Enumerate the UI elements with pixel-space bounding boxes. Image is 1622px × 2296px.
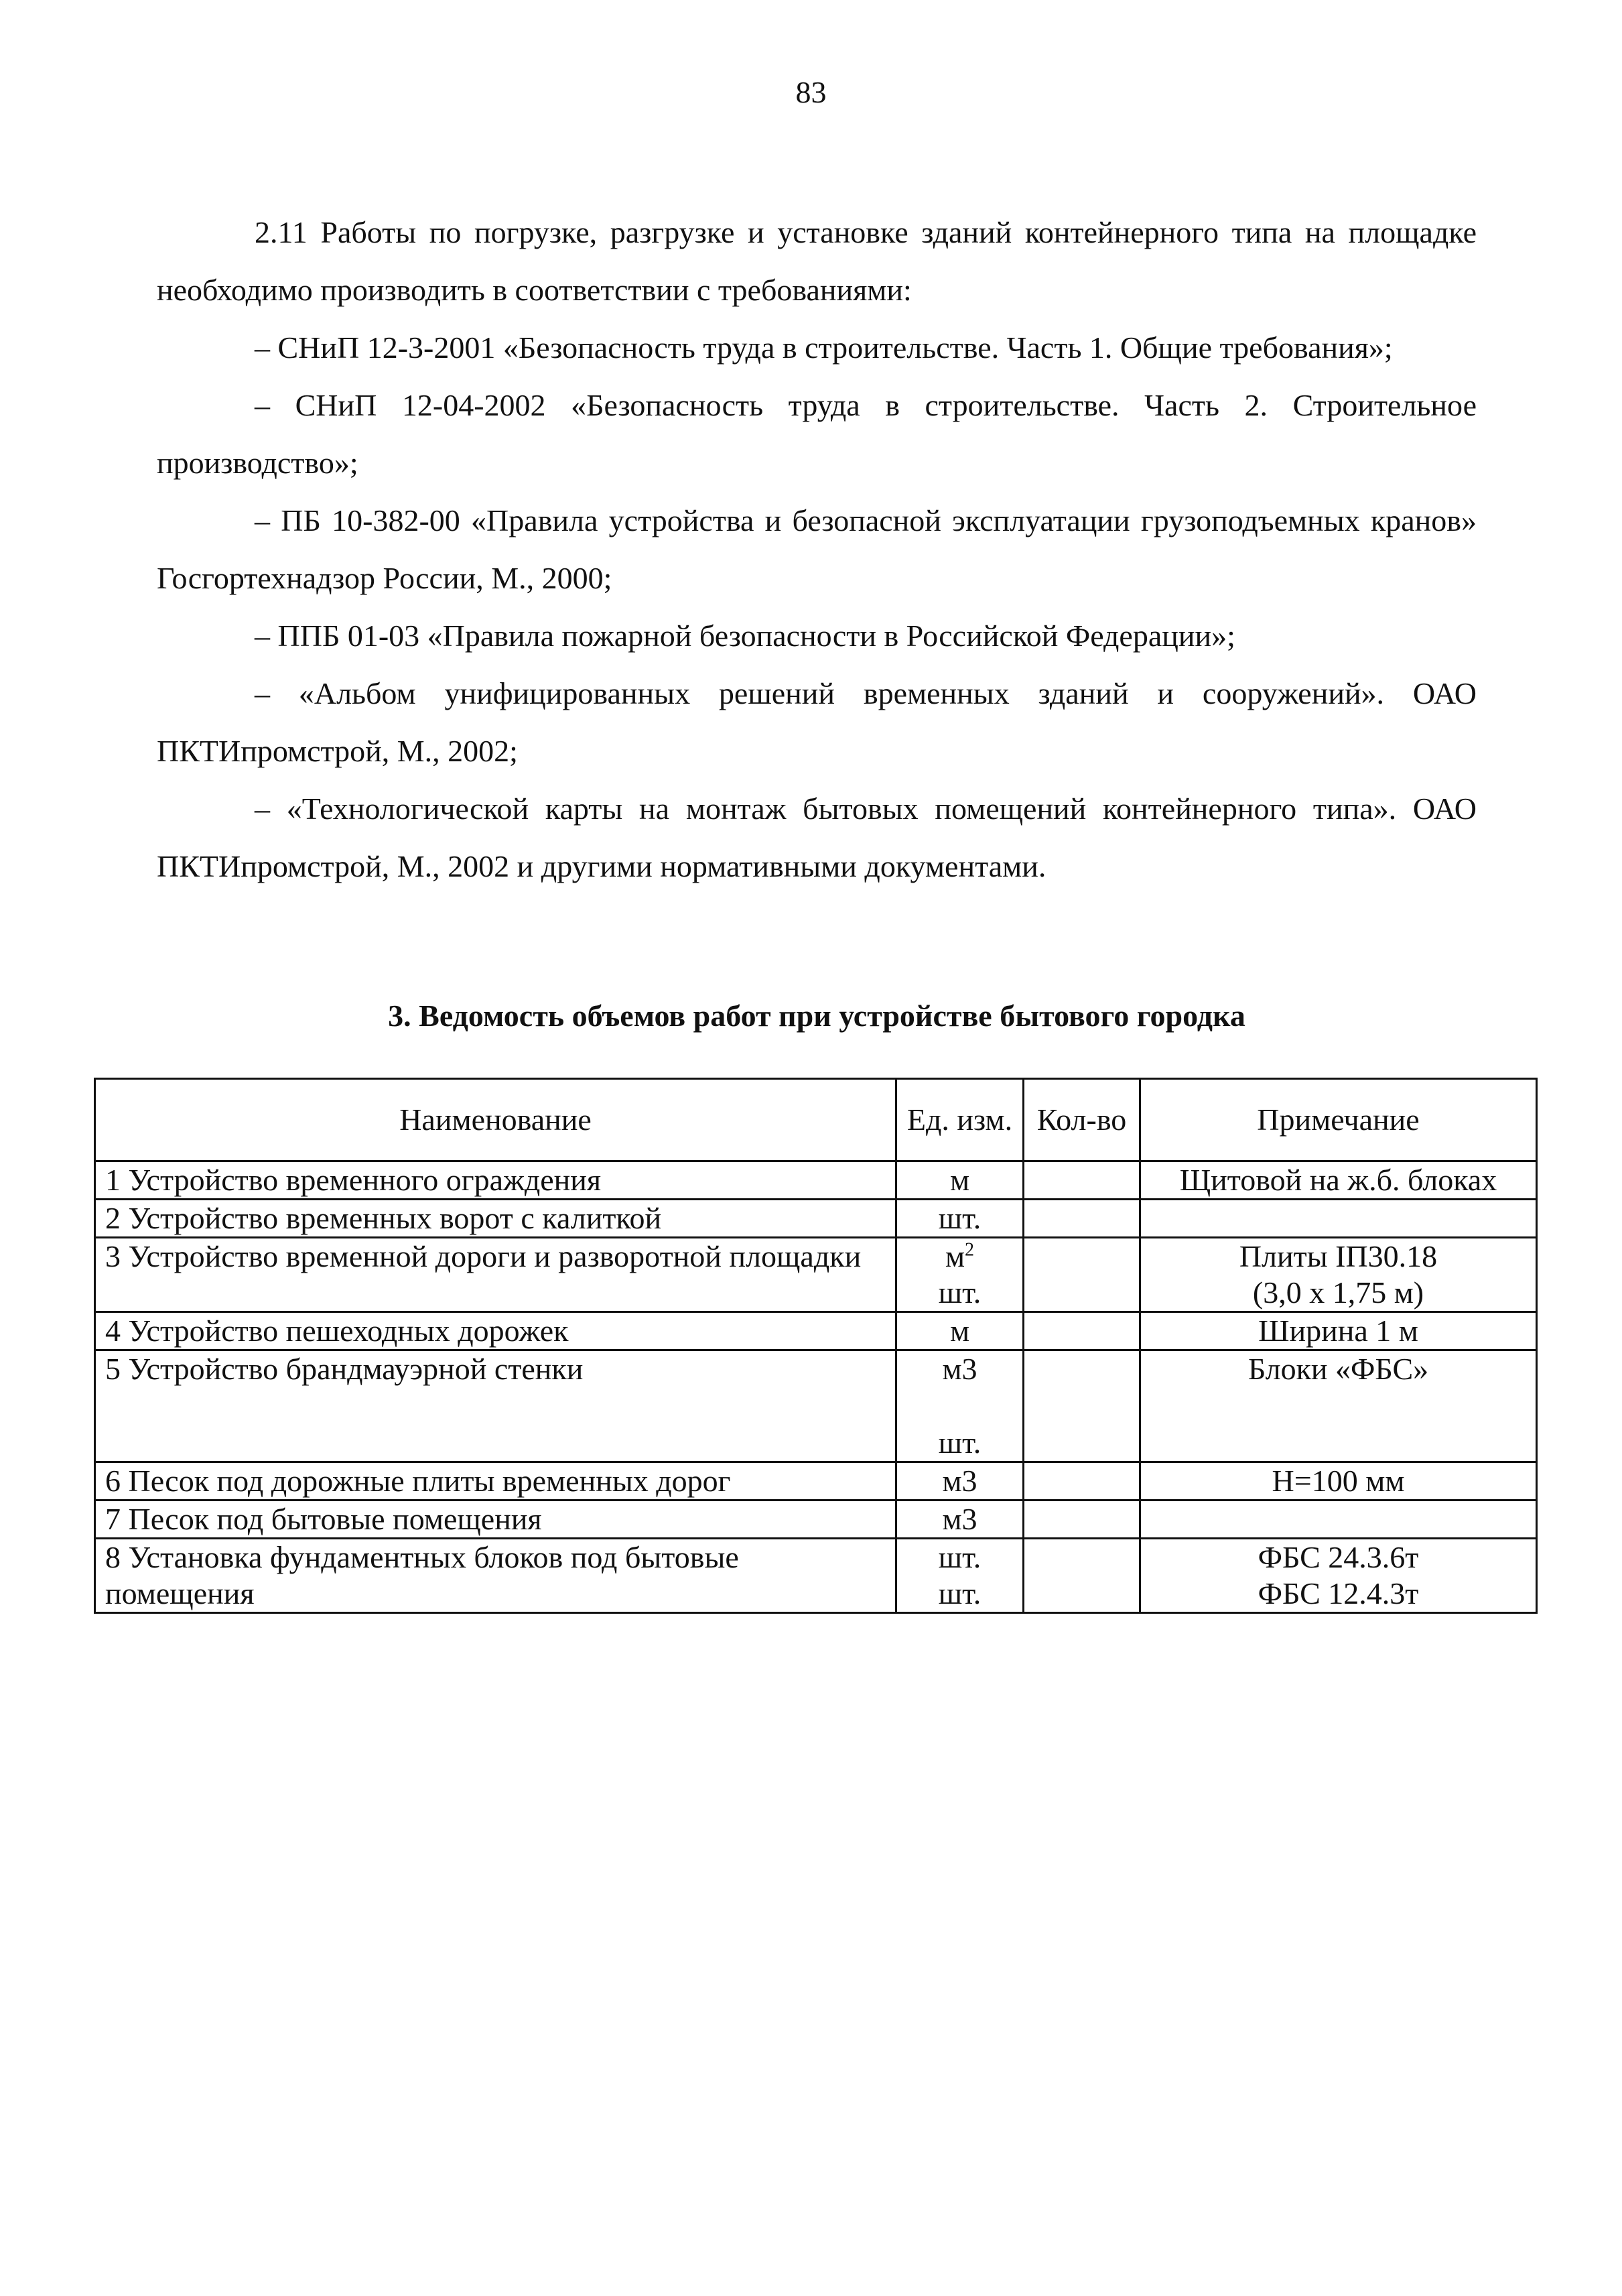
cell-qty (1024, 1539, 1140, 1613)
cell-name: 3 Устройство временной дороги и разворотной площадки (95, 1238, 896, 1312)
paragraph-pb-10-382: – ПБ 10-382-00 «Правила устройства и безопасной эксплуатации грузоподъемных кранов» Госгортехнадзор России, М., 2000; (157, 503, 1477, 595)
cell-note (1140, 1238, 1537, 1312)
cell-unit (896, 1238, 1024, 1312)
paragraph-ppb-01-03: – ППБ 01-03 «Правила пожарной безопасности в Российской Федерации»; (255, 619, 1235, 653)
page-number: 83 (795, 75, 827, 109)
unit-pieces: шт. (938, 1540, 982, 1574)
note-slab-size: (3,0 х 1,75 м) (1252, 1275, 1424, 1310)
cell-name: 1 Устройство временного ограждения (95, 1161, 896, 1200)
cell-note: Блоки «ФБС» (1140, 1350, 1537, 1462)
paragraph-intro: 2.11 Работы по погрузке, разгрузке и установке зданий контейнерного типа на площадке необходимо производить в соответствии с требованиями: (157, 215, 1477, 307)
cell-qty (1024, 1200, 1140, 1238)
cell-note (1140, 1539, 1537, 1613)
note-block-type-1: ФБС 24.3.6т (1258, 1540, 1419, 1574)
header-name: Наименование (95, 1079, 896, 1161)
cell-qty (1024, 1350, 1140, 1462)
table-row (95, 1462, 1537, 1501)
paragraph-tech-map: – «Технологической карты на монтаж бытовых помещений контейнерного типа». ОАО ПКТИпромстрой, М., 2002 и другими нормативными документами. (157, 791, 1477, 883)
cell-name: 8 Установка фундаментных блоков под бытовые помещения (95, 1539, 896, 1613)
work-volume-table (94, 1078, 1538, 1614)
table-row (95, 1238, 1537, 1312)
paragraph-snip-12-04: – СНиП 12-04-2002 «Безопасность труда в строительстве. Часть 2. Строительное производство»; (157, 388, 1477, 480)
header-note: Примечание (1140, 1079, 1537, 1161)
cell-qty (1024, 1312, 1140, 1350)
cell-note: Щитовой на ж.б. блоках (1140, 1161, 1537, 1200)
cell-unit: шт. (896, 1200, 1024, 1238)
cell-qty (1024, 1501, 1140, 1539)
table-row (95, 1312, 1537, 1350)
cell-unit (896, 1539, 1024, 1613)
table-row (95, 1200, 1537, 1238)
cell-name: 4 Устройство пешеходных дорожек (95, 1312, 896, 1350)
cell-unit: м (896, 1312, 1024, 1350)
cell-name: 5 Устройство брандмауэрной стенки (95, 1350, 896, 1462)
unit-cubic-meters: м3 (942, 1352, 977, 1386)
requirements-text (157, 204, 1477, 895)
table-row (95, 1350, 1537, 1462)
table-row (95, 1501, 1537, 1539)
cell-note: Н=100 мм (1140, 1462, 1537, 1501)
cell-name: 6 Песок под дорожные плиты временных дорог (95, 1462, 896, 1501)
cell-unit (896, 1350, 1024, 1462)
note-block-type-2: ФБС 12.4.3т (1258, 1576, 1419, 1610)
table-header-row (95, 1079, 1537, 1161)
unit-pieces: шт. (938, 1275, 982, 1310)
cell-unit: м3 (896, 1462, 1024, 1501)
cell-unit: м (896, 1161, 1024, 1200)
cell-note: Ширина 1 м (1140, 1312, 1537, 1350)
unit-pieces: шт. (938, 1425, 982, 1460)
section-title: 3. Ведомость объемов работ при устройстве бытового городка (388, 999, 1245, 1033)
unit-square-meters: $м^2$ (945, 1239, 975, 1273)
cell-qty (1024, 1238, 1140, 1312)
cell-name: 2 Устройство временных ворот с калиткой (95, 1200, 896, 1238)
cell-qty (1024, 1462, 1140, 1501)
table-row (95, 1161, 1537, 1200)
note-slab-type: Плиты IП30.18 (1239, 1239, 1438, 1273)
header-unit: Ед. изм. (896, 1079, 1024, 1161)
cell-note (1140, 1200, 1537, 1238)
header-qty: Кол-во (1024, 1079, 1140, 1161)
unit-pieces: шт. (938, 1576, 982, 1610)
cell-note (1140, 1501, 1537, 1539)
cell-unit: м3 (896, 1501, 1024, 1539)
cell-name: 7 Песок под бытовые помещения (95, 1501, 896, 1539)
cell-qty (1024, 1161, 1140, 1200)
paragraph-album: – «Альбом унифицированных решений временных зданий и сооружений». ОАО ПКТИпромстрой, М., 2002; (157, 676, 1477, 768)
table-row (95, 1539, 1537, 1613)
paragraph-snip-12-3: – СНиП 12-3-2001 «Безопасность труда в строительстве. Часть 1. Общие требования»; (255, 330, 1393, 365)
